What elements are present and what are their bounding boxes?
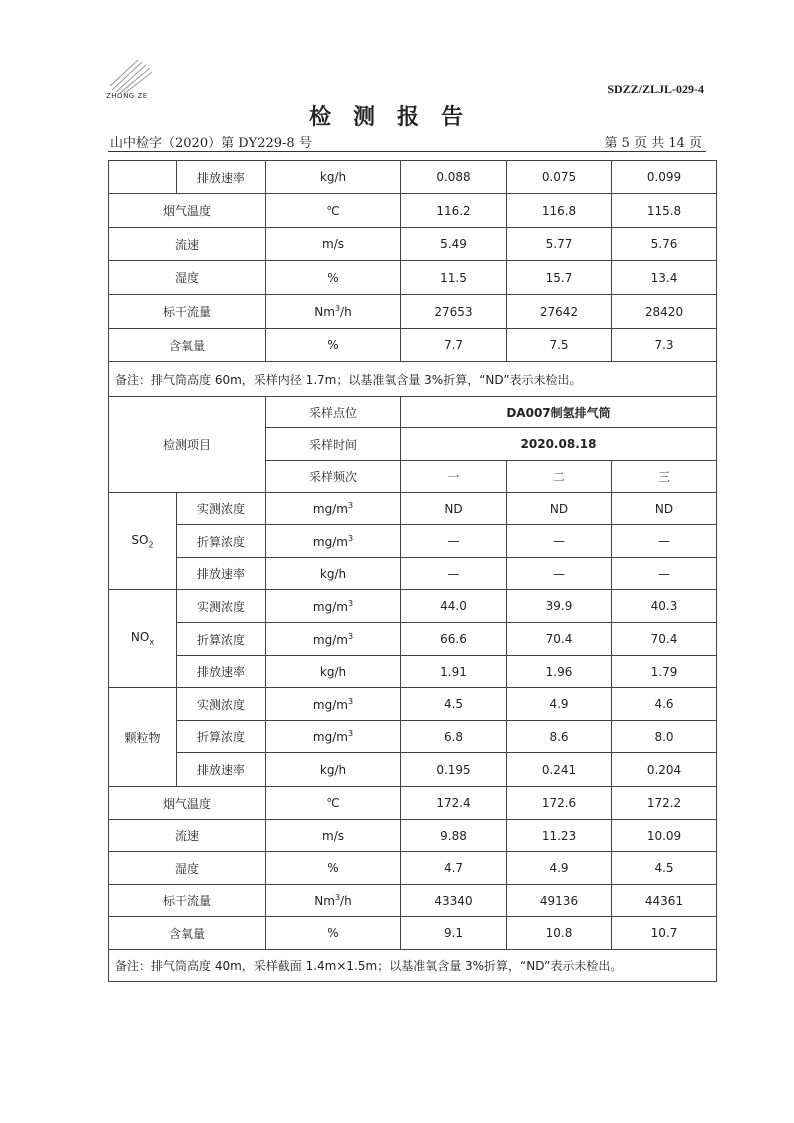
value-cell: 5.49 (401, 228, 507, 261)
row-label: 流速 (109, 228, 266, 261)
row-label: 标干流量 (109, 295, 266, 329)
table-row (109, 950, 717, 982)
table-row (109, 558, 717, 590)
unit-cell: % (266, 261, 401, 295)
row-label: 烟气温度 (109, 787, 266, 820)
value-cell: 40.3 (612, 590, 717, 623)
row-label: 排放速率 (177, 558, 266, 590)
value-cell: 1.79 (612, 656, 717, 688)
value-cell: — (507, 558, 612, 590)
table-row (109, 228, 717, 261)
row-label: 排放速率 (177, 753, 266, 787)
value-cell: — (401, 558, 507, 590)
pollutant-so2: $SO_2$ (109, 493, 177, 590)
logo-text: ZHONG ZE (106, 92, 148, 100)
unit-cell: % (266, 917, 401, 950)
table-row (109, 820, 717, 852)
table-row (109, 161, 717, 194)
value-cell: 4.9 (507, 688, 612, 721)
unit-cell: % (266, 852, 401, 885)
sampling-time-value: 2020.08.18 (401, 428, 717, 461)
remark-note: 备注：排气筒高度 60m，采样内径 1.7m；以基准氧含量 3%折算，“ND”表示未检出。 (109, 362, 717, 397)
row-label: 实测浓度 (177, 493, 266, 525)
value-cell: — (612, 558, 717, 590)
row-label: 含氧量 (109, 917, 266, 950)
header-label: 采样时间 (266, 428, 401, 461)
header-label: 采样频次 (266, 461, 401, 493)
unit-cell: m/s (266, 820, 401, 852)
value-cell: ND (612, 493, 717, 525)
table-row (109, 397, 717, 428)
unit-cell: $mg/m^3$ (266, 493, 401, 525)
table-row (109, 917, 717, 950)
unit-cell: kg/h (266, 753, 401, 787)
value-cell: 8.6 (507, 721, 612, 753)
table-row (109, 590, 717, 623)
frequency-cell: 二 (507, 461, 612, 493)
table-row (109, 493, 717, 525)
row-label: 流速 (109, 820, 266, 852)
unit-cell: % (266, 329, 401, 362)
table-row (109, 329, 717, 362)
page-info: 第 5 页 共 14 页 (604, 136, 702, 151)
table-row (109, 623, 717, 656)
unit-cell: $mg/m^3$ (266, 721, 401, 753)
value-cell: 1.96 (507, 656, 612, 688)
value-cell: 10.7 (612, 917, 717, 950)
header-label: 采样点位 (266, 397, 401, 428)
value-cell: 7.5 (507, 329, 612, 362)
value-cell: 0.075 (507, 161, 612, 194)
unit-cell: ℃ (266, 194, 401, 228)
unit-cell: $mg/m^3$ (266, 590, 401, 623)
value-cell: 116.2 (401, 194, 507, 228)
test-item-header: 检测项目 (109, 397, 266, 493)
table-row (109, 194, 717, 228)
table-row (109, 753, 717, 787)
value-cell: — (507, 525, 612, 558)
row-label: 标干流量 (109, 885, 266, 917)
value-cell: — (612, 525, 717, 558)
table-row (109, 885, 717, 917)
pollutant-nox: $NO_x$ (109, 590, 177, 688)
row-label: 湿度 (109, 852, 266, 885)
value-cell: 15.7 (507, 261, 612, 295)
unit-cell: $mg/m^3$ (266, 525, 401, 558)
value-cell: 172.2 (612, 787, 717, 820)
value-cell: 0.195 (401, 753, 507, 787)
value-cell: 10.09 (612, 820, 717, 852)
unit-cell: Nm$^3$/h (266, 295, 401, 329)
value-cell: 4.5 (401, 688, 507, 721)
row-label: 湿度 (109, 261, 266, 295)
sampling-point-value: DA007制氢排气筒 (401, 397, 717, 428)
value-cell: 0.099 (612, 161, 717, 194)
report-number: 山中检字（2020）第 DY229-8 号 (110, 136, 312, 151)
value-cell: 0.241 (507, 753, 612, 787)
value-cell: 70.4 (507, 623, 612, 656)
value-cell: 11.23 (507, 820, 612, 852)
value-cell: 0.088 (401, 161, 507, 194)
value-cell: 11.5 (401, 261, 507, 295)
remark-note: 备注：排气筒高度 40m，采样截面 1.4m×1.5m；以基准氧含量 3%折算，“ND”表示未检出。 (109, 950, 717, 982)
value-cell: 44.0 (401, 590, 507, 623)
value-cell: 27653 (401, 295, 507, 329)
pollutant-particulate: 颗粒物 (109, 688, 177, 787)
value-cell: 28420 (612, 295, 717, 329)
value-cell: 8.0 (612, 721, 717, 753)
document-code: SDZZ/ZLJL-029-4 (607, 82, 704, 96)
frequency-cell: 一 (401, 461, 507, 493)
value-cell: 49136 (507, 885, 612, 917)
value-cell: — (401, 525, 507, 558)
table-row (109, 721, 717, 753)
value-cell: 66.6 (401, 623, 507, 656)
row-label: 排放速率 (177, 656, 266, 688)
value-cell: 116.8 (507, 194, 612, 228)
value-cell: 9.88 (401, 820, 507, 852)
unit-cell: ℃ (266, 787, 401, 820)
table-row (109, 656, 717, 688)
frequency-cell: 三 (612, 461, 717, 493)
row-label: 折算浓度 (177, 525, 266, 558)
unit-cell: $mg/m^3$ (266, 688, 401, 721)
unit-cell: m/s (266, 228, 401, 261)
value-cell: 7.7 (401, 329, 507, 362)
table-row (109, 362, 717, 397)
value-cell: 5.76 (612, 228, 717, 261)
value-cell: 27642 (507, 295, 612, 329)
value-cell: 70.4 (612, 623, 717, 656)
value-cell: 7.3 (612, 329, 717, 362)
table-row (109, 787, 717, 820)
row-label: 实测浓度 (177, 590, 266, 623)
unit-cell: kg/h (266, 558, 401, 590)
page-title: 检测报告 (308, 104, 485, 130)
value-cell: 10.8 (507, 917, 612, 950)
row-label: 折算浓度 (177, 623, 266, 656)
value-cell: 4.7 (401, 852, 507, 885)
row-label: 折算浓度 (177, 721, 266, 753)
value-cell: 115.8 (612, 194, 717, 228)
header-divider (108, 151, 706, 152)
value-cell: ND (401, 493, 507, 525)
value-cell: 43340 (401, 885, 507, 917)
value-cell: 4.6 (612, 688, 717, 721)
value-cell: 5.77 (507, 228, 612, 261)
value-cell: 1.91 (401, 656, 507, 688)
unit-cell: $mg/m^3$ (266, 623, 401, 656)
value-cell: 172.4 (401, 787, 507, 820)
value-cell: 172.6 (507, 787, 612, 820)
row-label: 实测浓度 (177, 688, 266, 721)
table-row (109, 688, 717, 721)
table-row (109, 295, 717, 329)
table-row (109, 261, 717, 295)
row-label: 烟气温度 (109, 194, 266, 228)
value-cell: 44361 (612, 885, 717, 917)
table-row (109, 525, 717, 558)
value-cell: 4.9 (507, 852, 612, 885)
value-cell: 39.9 (507, 590, 612, 623)
value-cell: 9.1 (401, 917, 507, 950)
row-label: 排放速率 (177, 161, 266, 194)
table-row (109, 852, 717, 885)
unit-cell: kg/h (266, 656, 401, 688)
value-cell: 6.8 (401, 721, 507, 753)
results-table (108, 160, 717, 982)
value-cell: ND (507, 493, 612, 525)
table-cell (109, 161, 177, 194)
value-cell: 13.4 (612, 261, 717, 295)
row-label: 含氧量 (109, 329, 266, 362)
value-cell: 4.5 (612, 852, 717, 885)
unit-cell: kg/h (266, 161, 401, 194)
unit-cell: Nm$^3$/h (266, 885, 401, 917)
value-cell: 0.204 (612, 753, 717, 787)
